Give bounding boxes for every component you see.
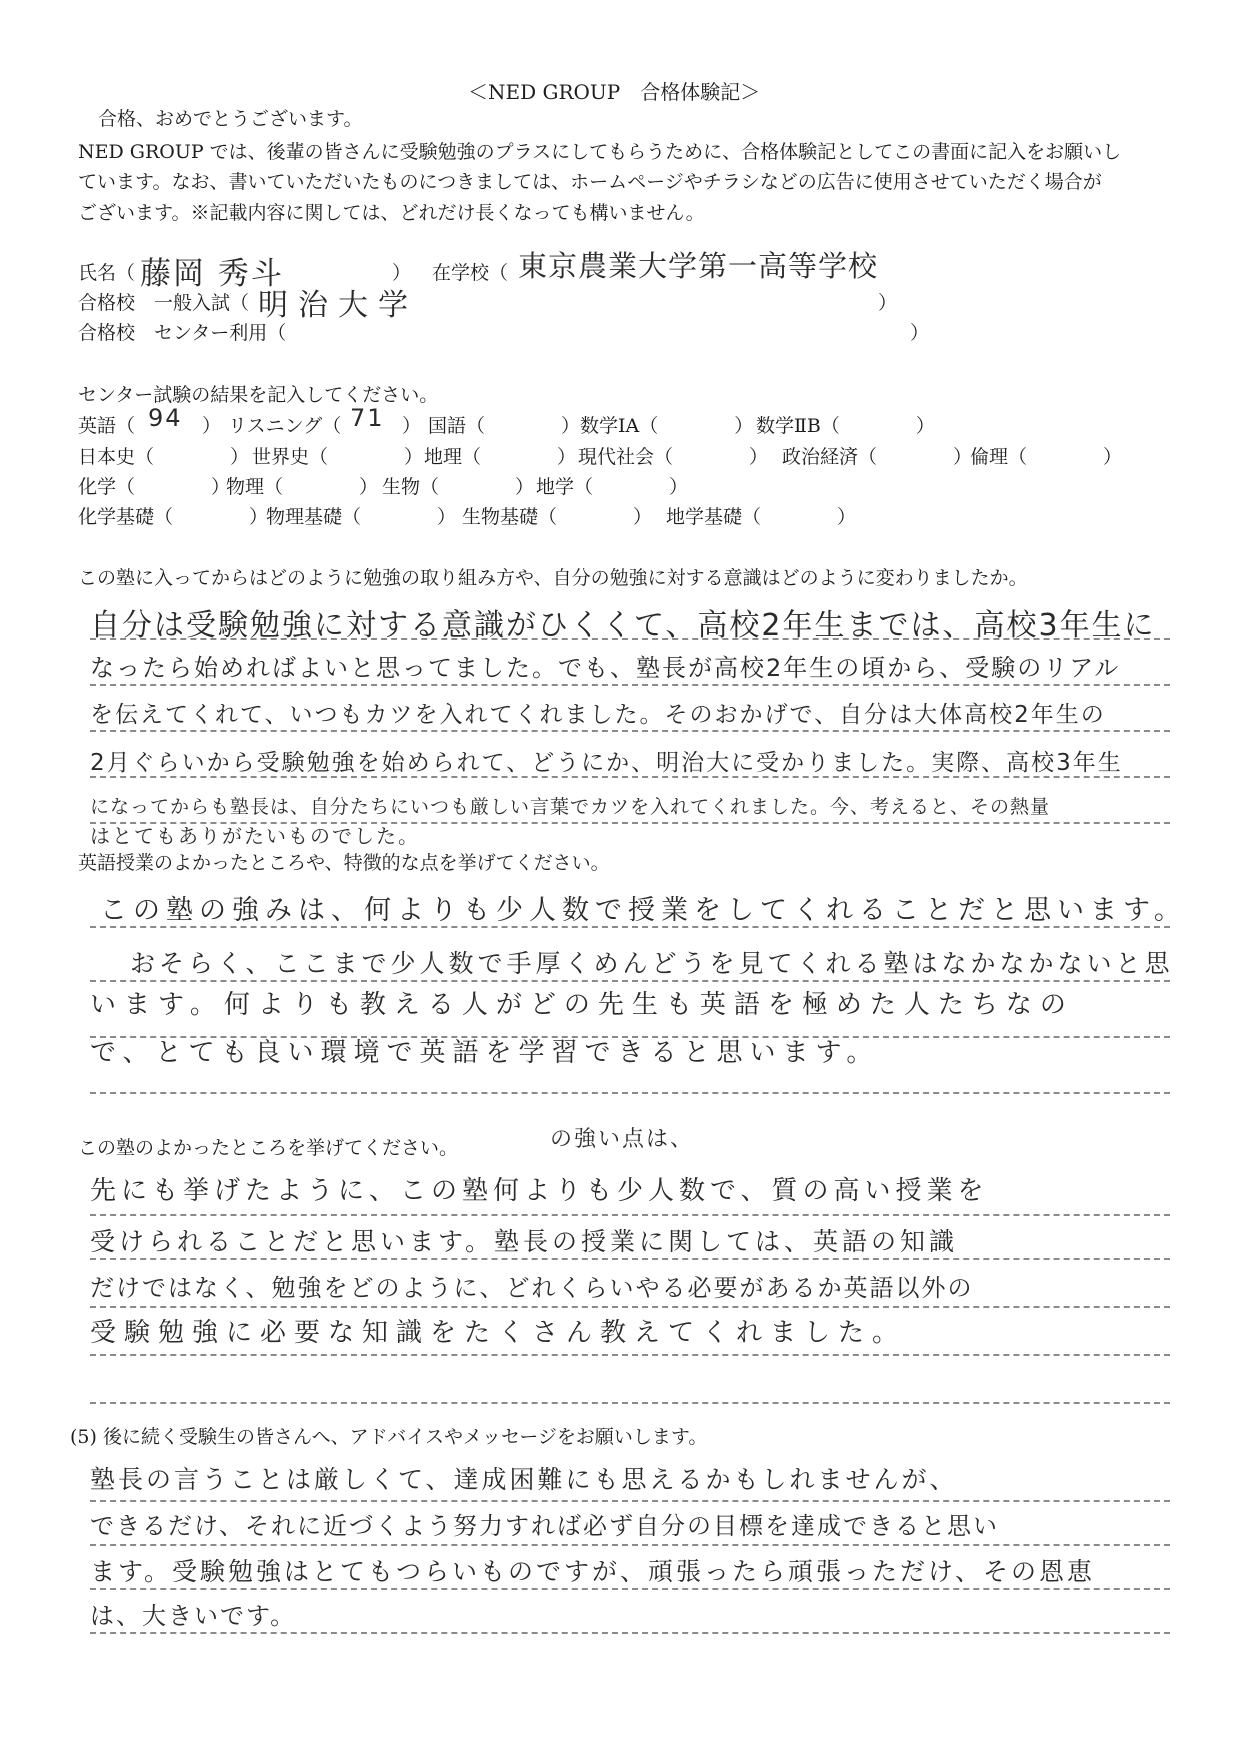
- score-english-close: ）: [202, 415, 222, 437]
- answer-1-line-4: 2月ぐらいから受験勉強を始められて、どうにか、明治大に受かりました。実際、高校3年生: [90, 750, 1123, 776]
- ruled-line: [90, 1544, 1170, 1546]
- answer-1-line-1: 自分は受験勉強に対する意識がひくくて、高校2年生までは、高校3年生に: [90, 608, 1156, 643]
- ruled-line: [90, 1500, 1170, 1502]
- ruled-line: [90, 1632, 1170, 1634]
- question-1: この塾に入ってからはどのように勉強の取り組み方や、自分の勉強に対する意識はどのように変わりましたか。: [78, 567, 1028, 589]
- ruled-line: [90, 1306, 1170, 1308]
- intro-line-3: ています。なお、書いていただいたものにつきましては、ホームページやチラシなどの広告に使用させていただく場合が: [78, 171, 1102, 193]
- score-nihonshi: 日本史（ ）: [78, 446, 250, 468]
- answer-1-line-5: になってからも塾長は、自分たちにいつも厳しい言葉でカツを入れてくれました。今、考えると、その熱量: [90, 796, 1051, 818]
- answer-5-line-4: は、大きいです。: [90, 1602, 297, 1630]
- score-seiji: 政治経済（ ）: [782, 446, 973, 468]
- answer-1-line-3: を伝えてくれて、いつもカツを入れてくれました。そのおかげで、自分は大体高校2年生の: [90, 702, 1106, 728]
- answer-2-line-1: この塾の強みは、何よりも少人数で授業をしてくれることだと思います。: [100, 895, 1187, 926]
- score-english-value: 94: [148, 404, 183, 432]
- answer-3-line-3: だけではなく、勉強をどのように、どれくらいやる必要があるか英語以外の: [90, 1274, 974, 1302]
- question-2: 英語授業のよかったところや、特徴的な点を挙げてください。: [78, 852, 610, 874]
- question-5: (5) 後に続く受験生の皆さんへ、アドバイスやメッセージをお願いします。: [70, 1426, 708, 1448]
- general-exam-value: 明治大学: [258, 288, 418, 323]
- ruled-line: [90, 1258, 1170, 1260]
- answer-2-line-2: おそらく、ここまで少人数で手厚くめんどうを見てくれる塾はなかなかないと思: [130, 949, 1174, 978]
- answer-3-line-1: 先にも挙げたように、この塾何よりも少人数で、質の高い授業を: [90, 1176, 989, 1206]
- score-listening-label: リスニング（: [228, 415, 342, 437]
- score-seibutsu: 生物（ ）: [382, 476, 535, 498]
- answer-5-line-2: できるだけ、それに近づくよう努力すれば必ず自分の目標を達成できると思い: [90, 1512, 1000, 1540]
- score-chigaku-kiso: 地学基礎（ ）: [666, 506, 857, 528]
- score-math2b: 数学ⅡB（ ）: [756, 415, 935, 437]
- name-value: 藤岡 秀斗: [140, 256, 284, 292]
- answer-5-line-1: 塾長の言うことは厳しくて、達成困難にも思えるかもしれませんが、: [90, 1465, 958, 1494]
- answer-3-insert: の強い点は、: [550, 1127, 695, 1152]
- ruled-line: [90, 926, 1170, 928]
- score-sekaishi: 世界史（ ）: [252, 446, 424, 468]
- score-gendai: 現代社会（ ）: [578, 446, 769, 468]
- score-math1a: 数学IA（ ）: [580, 415, 754, 437]
- name-close: ）: [392, 262, 412, 284]
- score-english-label: 英語（: [78, 415, 136, 437]
- score-butsuri: 物理（ ）: [226, 476, 379, 498]
- score-kagaku: 化学（ ）: [78, 476, 231, 498]
- answer-2-line-3: います。何よりも教える人がどの先生も英語を極めた人たちなの: [90, 990, 1074, 1020]
- score-chigaku: 地学（ ）: [536, 476, 689, 498]
- general-exam-close: ）: [878, 292, 898, 314]
- ruled-line: [90, 1402, 1170, 1404]
- center-use-label: 合格校 センター利用（: [78, 322, 287, 344]
- score-rinri: 倫理（ ）: [970, 446, 1123, 468]
- name-label: 氏名（: [78, 262, 136, 284]
- center-exam-intro: センター試験の結果を記入してください。: [78, 384, 439, 406]
- center-use-close: ）: [910, 322, 930, 344]
- score-seibutsu-kiso: 生物基礎（ ）: [462, 506, 653, 528]
- intro-line-2: NED GROUP では、後輩の皆さんに受験勉強のプラスにしてもらうために、合格体験記としてこの書面に記入をお願いし: [78, 141, 1122, 163]
- intro-line-4: ございます。※記載内容に関しては、どれだけ長くなっても構いません。: [78, 202, 705, 224]
- answer-5-line-3: ます。受験勉強はとてもつらいものですが、頑張ったら頑張っただけ、その恩恵: [90, 1557, 1096, 1586]
- ruled-line: [90, 730, 1170, 732]
- answer-1-line-2: なったら始めればよいと思ってました。でも、塾長が高校2年生の頃から、受験のリアル: [90, 654, 1121, 682]
- score-listening-close: ）: [402, 415, 422, 437]
- general-exam-label: 合格校 一般入試（: [78, 292, 250, 314]
- score-listening-value: 71: [350, 404, 385, 432]
- score-butsuri-kiso: 物理基礎（ ）: [266, 506, 457, 528]
- answer-1-line-6: はとてもありがたいものでした。: [90, 824, 420, 848]
- answer-2-line-4: で、とても良い環境で英語を学習できると思います。: [90, 1038, 880, 1068]
- ruled-line: [90, 1092, 1170, 1094]
- ruled-line: [90, 1588, 1170, 1590]
- score-chiri: 地理（ ）: [424, 446, 577, 468]
- ruled-line: [90, 980, 1170, 982]
- ruled-line: [90, 1214, 1170, 1216]
- answer-3-line-4: 受験勉強に必要な知識をたくさん教えてくれました。: [90, 1318, 907, 1348]
- ruled-line: [90, 776, 1170, 778]
- school-label: 在学校（: [432, 262, 509, 284]
- question-3: この塾のよかったところを挙げてください。: [78, 1137, 459, 1159]
- intro-line-1: 合格、おめでとうございます。: [98, 108, 363, 130]
- score-kokugo: 国語（ ）: [428, 415, 581, 437]
- school-value: 東京農業大学第一高等学校: [518, 249, 879, 283]
- answer-3-line-2: 受けられることだと思います。塾長の授業に関しては、英語の知識: [90, 1227, 959, 1256]
- ruled-line: [90, 638, 1170, 640]
- document-title: ＜NED GROUP 合格体験記＞: [468, 80, 761, 104]
- score-kagaku-kiso: 化学基礎（ ）: [78, 506, 269, 528]
- ruled-line: [90, 1354, 1170, 1356]
- ruled-line: [90, 684, 1170, 686]
